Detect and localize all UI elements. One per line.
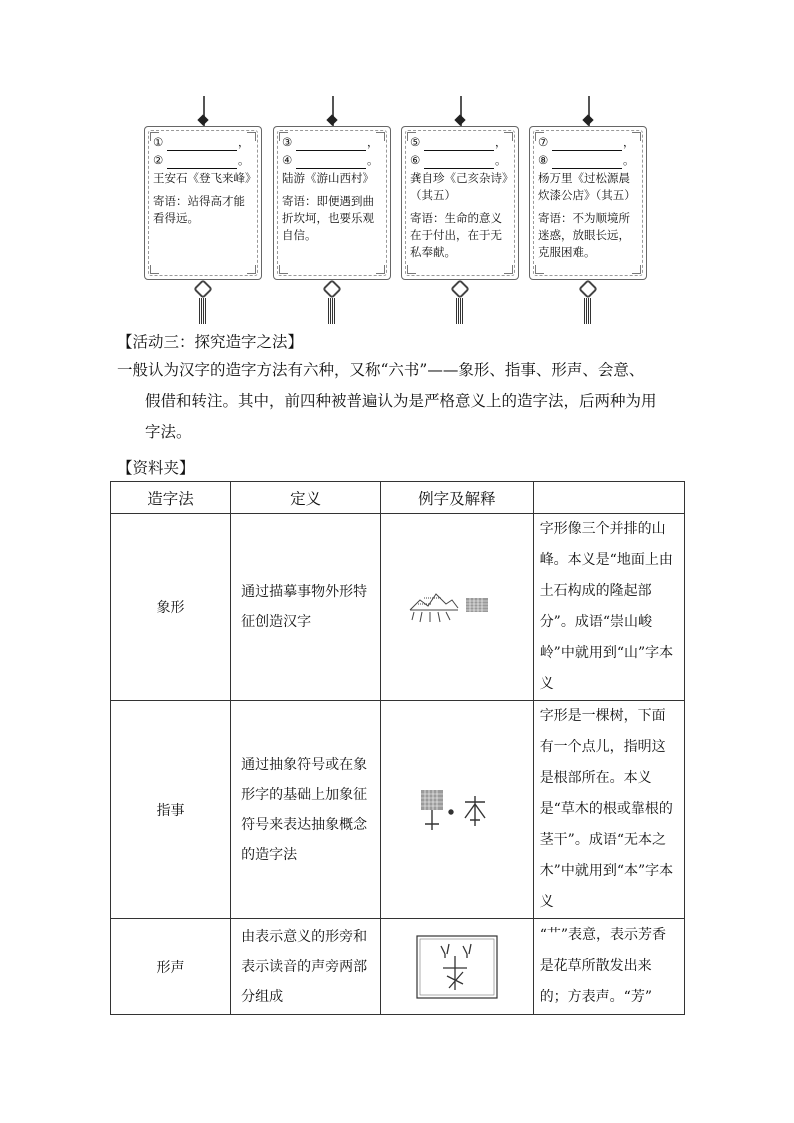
- poem-card-1: [144, 96, 264, 326]
- blank-number: ⑦: [538, 135, 549, 149]
- tassel-icon: [456, 298, 464, 324]
- intro-line: 假借和转注。其中，前四种被普遍认为是严格意义上的造字法，后两种为用: [145, 392, 657, 410]
- fill-blank[interactable]: [424, 156, 494, 169]
- blank-number: ④: [282, 153, 293, 167]
- blank-number: ①: [153, 135, 164, 149]
- tassel-icon: [328, 298, 336, 324]
- blank-number: ②: [153, 153, 164, 167]
- punctuation: ，: [495, 135, 507, 149]
- example-explanation: 字形是一棵树，下面有一个点儿，指明这是根部所在。本义是“草木的根或靠根的茎干”。成语“无本之木”中就用到“本”字本义: [533, 701, 684, 919]
- method-definition: 通过抽象符号或在象形字的基础上加象征符号来表达抽象概念的造字法: [231, 701, 381, 919]
- method-name: 形声: [111, 919, 231, 1015]
- card-frame: [529, 126, 647, 280]
- punctuation: ，: [238, 135, 250, 149]
- knot-icon: [326, 114, 337, 125]
- card-note: 寄语：生命的意义在于付出，在于无私奉献。: [410, 211, 502, 259]
- knot-icon: [322, 279, 342, 299]
- example-explanation: 字形像三个并排的山峰。本义是“地面上由土石构成的隆起部分”。成语“崇山峻岭”中就用到“山”字本义: [533, 514, 684, 701]
- punctuation: 。: [367, 153, 379, 167]
- example-glyph-cell: [381, 514, 534, 701]
- fill-blank[interactable]: [552, 156, 622, 169]
- fill-blank[interactable]: [552, 138, 622, 151]
- character-methods-table: [110, 481, 685, 1015]
- example-glyph-cell: [381, 919, 534, 1015]
- intro-line: 字法。: [145, 423, 192, 441]
- blank-number: ⑥: [410, 153, 421, 167]
- table-row: [111, 701, 685, 919]
- header-blank: [533, 482, 684, 514]
- punctuation: 。: [623, 153, 635, 167]
- method-definition: 由表示意义的形旁和表示读音的声旁两部分组成: [231, 919, 381, 1015]
- table-header-row: [111, 482, 685, 514]
- fill-blank[interactable]: [424, 138, 494, 151]
- poem-card-2: [273, 96, 393, 326]
- knot-icon: [578, 279, 598, 299]
- method-name: 象形: [111, 514, 231, 701]
- poem-cards: [144, 96, 664, 326]
- table-row: [111, 514, 685, 701]
- header-definition: 定义: [231, 482, 381, 514]
- card-note: 寄语：站得高才能看得远。: [153, 194, 245, 225]
- blank-number: ③: [282, 135, 293, 149]
- punctuation: ，: [367, 135, 379, 149]
- method-definition: 通过描摹事物外形特征创造汉字: [231, 514, 381, 701]
- punctuation: 。: [238, 153, 250, 167]
- table-row: [111, 919, 685, 1015]
- poem-source: 陆游《游山西村》: [282, 171, 374, 185]
- intro-line: 一般认为汉字的造字方法有六种，又称“六书”——象形、指事、形声、会意、: [117, 361, 645, 379]
- punctuation: ，: [623, 135, 635, 149]
- intro-paragraph: [117, 355, 677, 448]
- tassel-icon: [199, 298, 207, 324]
- card-frame: [273, 126, 391, 280]
- blank-number: ⑧: [538, 153, 549, 167]
- card-note: 寄语：即便遇到曲折坎坷，也要乐观自信。: [282, 194, 374, 242]
- header-example: 例字及解释: [381, 482, 534, 514]
- knot-icon: [454, 114, 465, 125]
- example-glyph-cell: [381, 701, 534, 919]
- card-frame: [401, 126, 519, 280]
- card-note: 寄语：不为顺境所迷惑，放眼长远，克服困难。: [538, 211, 630, 259]
- fill-blank[interactable]: [167, 156, 237, 169]
- knot-icon: [582, 114, 593, 125]
- poem-card-4: [529, 96, 649, 326]
- knot-icon: [197, 114, 208, 125]
- fang-glyph-icon: [411, 932, 503, 1002]
- tree-root-glyph-icon: [407, 780, 507, 840]
- poem-source: 龚自珍《己亥杂诗》（其五）: [410, 171, 508, 202]
- fill-blank[interactable]: [167, 138, 237, 151]
- example-explanation: “艹”表意，表示芳香是花草所散发出来的；方表声。“芳”: [533, 919, 684, 1015]
- blank-number: ⑤: [410, 135, 421, 149]
- knot-icon: [450, 279, 470, 299]
- poem-card-3: [401, 96, 521, 326]
- knot-icon: [193, 279, 213, 299]
- poem-source: 王安石《登飞来峰》: [153, 171, 257, 185]
- fill-blank[interactable]: [296, 138, 366, 151]
- folder-heading: 【资料夹】: [117, 459, 195, 477]
- tassel-icon: [584, 298, 592, 324]
- poem-source: 杨万里《过松源晨炊漆公店》（其五）: [538, 171, 636, 202]
- punctuation: 。: [495, 153, 507, 167]
- header-method: 造字法: [111, 482, 231, 514]
- method-name: 指事: [111, 701, 231, 919]
- mountain-glyph-icon: [402, 582, 512, 632]
- activity-heading: 【活动三：探究造字之法】: [117, 333, 304, 351]
- card-frame: [144, 126, 262, 280]
- fill-blank[interactable]: [296, 156, 366, 169]
